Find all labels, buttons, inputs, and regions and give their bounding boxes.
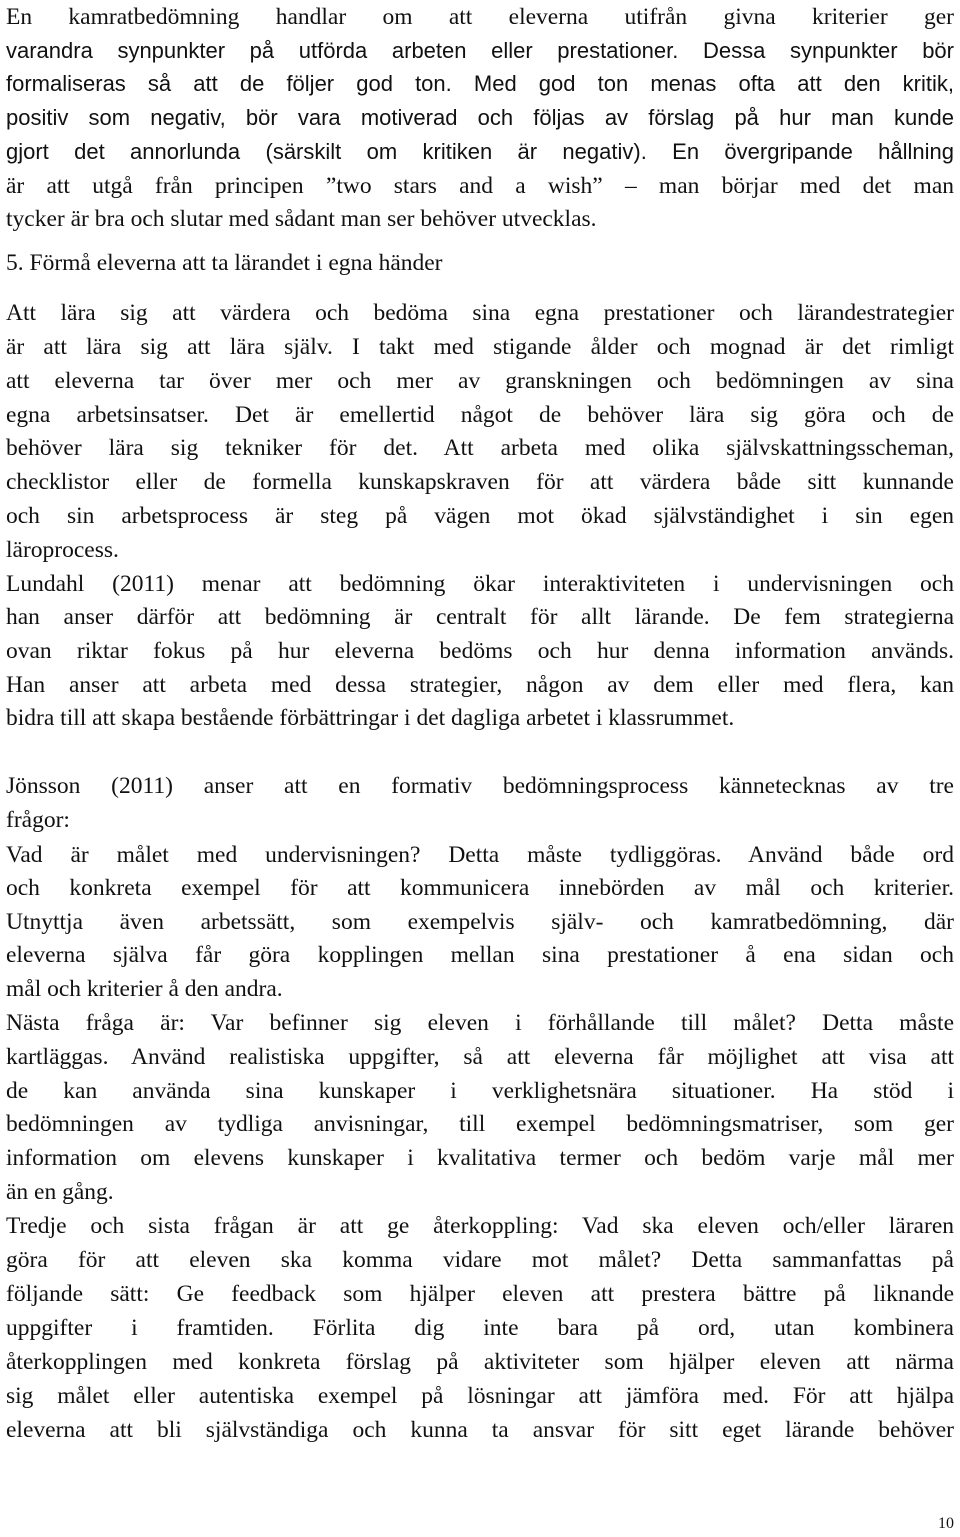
text-line: Jönsson (2011) anser att en formativ bedömningsprocess kännetecknas av tre <box>6 773 954 799</box>
text-line: Utnyttja även arbetssätt, som exempelvis själv- och kamratbedömning, där <box>6 909 954 935</box>
text-line: och konkreta exempel för att kommunicera innebörden av mål och kriterier. <box>6 875 954 901</box>
text-line: att eleverna tar över mer och mer av granskningen och bedömningen av sina <box>6 368 954 394</box>
text-line: Tredje och sista frågan är att ge återkoppling: Vad ska eleven och/eller läraren <box>6 1213 954 1239</box>
page-number: 10 <box>938 1515 954 1532</box>
text-line: bedömningen av tydliga anvisningar, till exempel bedömningsmatriser, som ger <box>6 1111 954 1137</box>
text-line: behöver lära sig tekniker för det. Att arbeta med olika självskattningsscheman, <box>6 435 954 461</box>
text-line: uppgifter i framtiden. Förlita dig inte bara på ord, utan kombinera <box>6 1315 954 1341</box>
text-line: tycker är bra och slutar med sådant man ser behöver utvecklas. <box>6 206 597 232</box>
text-line: Att lära sig att värdera och bedöma sina egna prestationer och lärandestrategier <box>6 300 954 326</box>
text-line: följande sätt: Ge feedback som hjälper eleven att prestera bättre på liknande <box>6 1281 954 1307</box>
text-line: än en gång. <box>6 1179 114 1205</box>
text-line: egna arbetsinsatser. Det är emellertid något de behöver lära sig göra och de <box>6 402 954 428</box>
text-line: Nästa fråga är: Var befinner sig eleven i förhållande till målet? Detta måste <box>6 1010 954 1036</box>
text-line: formaliseras så att de följer god ton. Med god ton menas ofta att den kritik, <box>6 71 954 96</box>
text-line: göra för att eleven ska komma vidare mot målet? Detta sammanfattas på <box>6 1247 954 1273</box>
text-line: bidra till att skapa bestående förbättringar i det dagliga arbetet i klassrummet. <box>6 705 735 731</box>
text-line: positiv som negativ, bör vara motiverad och följas av förslag på hur man kunde <box>6 105 954 130</box>
text-line: de kan använda sina kunskaper i verklighetsnära situationer. Ha stöd i <box>6 1078 954 1104</box>
text-line: Vad är målet med undervisningen? Detta måste tydliggöras. Använd både ord <box>6 842 954 868</box>
text-line: mål och kriterier å den andra. <box>6 976 283 1002</box>
text-line: är att lära sig att lära själv. I takt med stigande ålder och mognad är det rimligt <box>6 334 954 360</box>
section-heading: 5. Förmå eleverna att ta lärandet i egna händer <box>6 250 443 276</box>
text-line: återkopplingen med konkreta förslag på aktiviteter som hjälper eleven att närma <box>6 1349 954 1375</box>
text-line: ovan riktar fokus på hur eleverna bedöms och hur denna information används. <box>6 638 954 664</box>
text-line: En kamratbedömning handlar om att eleverna utifrån givna kriterier ger <box>6 4 954 30</box>
text-line: är att utgå från principen ”two stars and a wish” – man börjar med det man <box>6 173 954 199</box>
text-line: läroprocess. <box>6 537 119 563</box>
text-line: eleverna själva får göra kopplingen mellan sina prestationer å ena sidan och <box>6 942 954 968</box>
text-line: gjort det annorlunda (särskilt om kritiken är negativ). En övergripande hållning <box>6 139 954 164</box>
text-line: frågor: <box>6 807 70 833</box>
text-line: eleverna att bli självständiga och kunna ta ansvar för sitt eget lärande behöver <box>6 1417 954 1443</box>
text-line: information om elevens kunskaper i kvalitativa termer och bedöm varje mål mer <box>6 1145 954 1171</box>
text-line: sig målet eller autentiska exempel på lösningar att jämföra med. För att hjälpa <box>6 1383 954 1409</box>
text-line: checklistor eller de formella kunskapskraven för att värdera både sitt kunnande <box>6 469 954 495</box>
text-line: Han anser att arbeta med dessa strategier, någon av dem eller med flera, kan <box>6 672 954 698</box>
text-line: och sin arbetsprocess är steg på vägen mot ökad självständighet i sin egen <box>6 503 954 529</box>
text-line: Lundahl (2011) menar att bedömning ökar interaktiviteten i undervisningen och <box>6 571 954 597</box>
text-line: varandra synpunkter på utförda arbeten eller prestationer. Dessa synpunkter bör <box>6 38 954 63</box>
text-line: kartläggas. Använd realistiska uppgifter, så att eleverna får möjlighet att visa att <box>6 1044 954 1070</box>
text-line: han anser därför att bedömning är centralt för allt lärande. De fem strategierna <box>6 604 954 630</box>
